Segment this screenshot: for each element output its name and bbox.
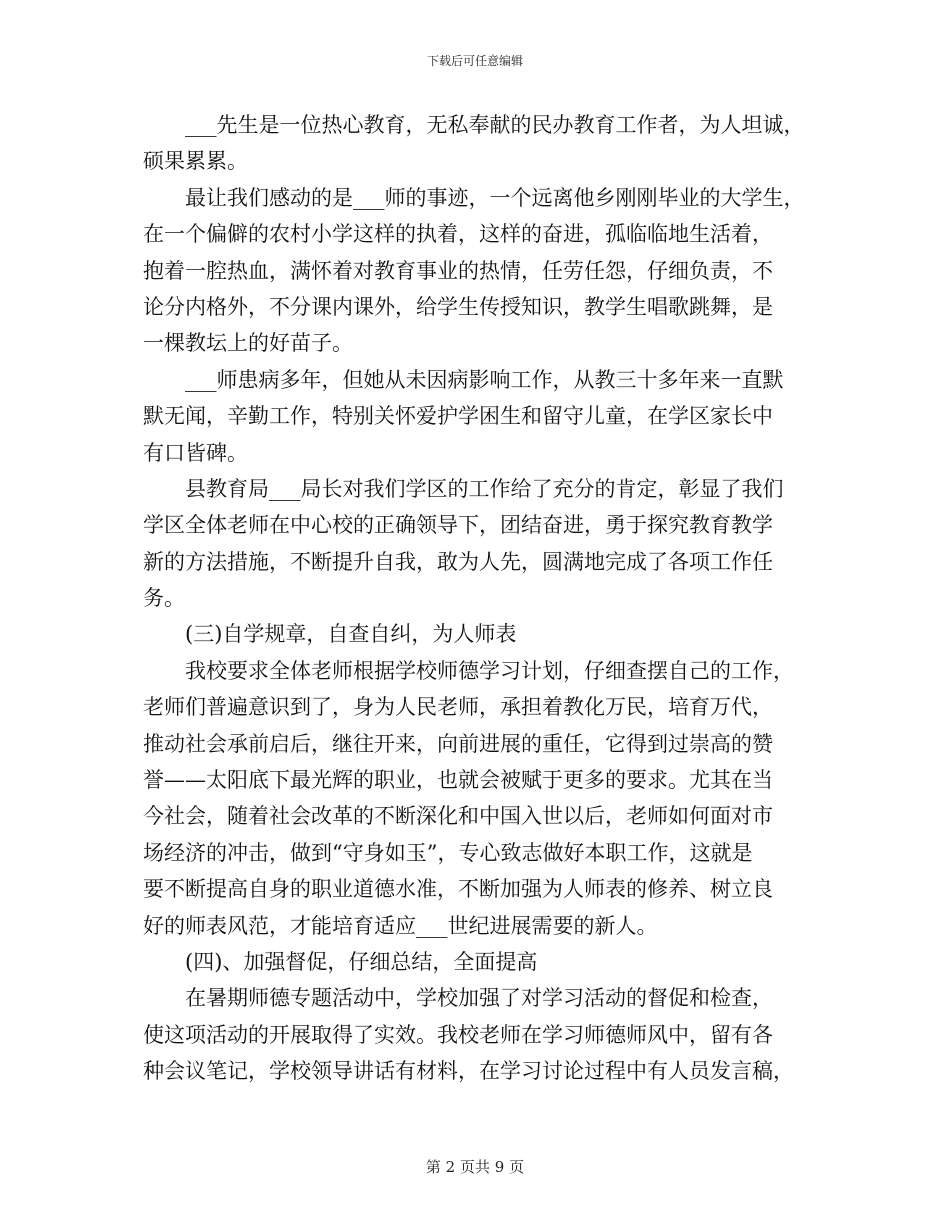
text-line: 在暑期师德专题活动中，学校加强了对学习活动的督促和检查， xyxy=(143,986,773,1011)
text-line: 种会议笔记，学校领导讲话有材料，在学习讨论过程中有人员发言稿， xyxy=(143,1059,794,1084)
text-line: 推动社会承前启后，继往开来，向前进展的重任，它得到过崇高的赞 xyxy=(143,731,773,756)
text-line: 抱着一腔热血，满怀着对教育事业的热情，任劳任怨，仔细负责，不 xyxy=(143,258,773,283)
text-line: 务。 xyxy=(143,586,185,611)
text-line: 硕果累累。 xyxy=(143,149,248,174)
page-number: 第 2 页共 9 页 xyxy=(425,1158,525,1176)
text-line: 要不断提高自身的职业道德水准，不断加强为人师表的修养、树立良 xyxy=(143,877,773,902)
text-line: 学区全体老师在中心校的正确领导下，团结奋进，勇于探究教育教学 xyxy=(143,513,773,538)
text-line: 县教育局___局长对我们学区的工作给了充分的肯定，彰显了我们 xyxy=(143,476,784,501)
text-line: 在一个偏僻的农村小学这样的执着，这样的奋进，孤临临地生活着， xyxy=(143,222,773,247)
text-line: 好的师表风范，才能培育适应___世纪进展需要的新人。 xyxy=(143,913,658,938)
text-line: 论分内格外，不分课内课外，给学生传授知识，教学生唱歌跳舞，是 xyxy=(143,294,773,319)
text-line: ___师患病多年，但她从未因病影响工作，从教三十多年来一直默 xyxy=(143,367,784,392)
text-line: ___先生是一位热心教育，无私奉献的民办教育工作者，为人坦诚， xyxy=(143,113,805,137)
text-line: 场经济的冲击，做到“守身如玉”，专心致志做好本职工作，这就是 xyxy=(143,840,753,865)
text-line: 誉——太阳底下最光辉的职业，也就会被赋于更多的要求。尤其在当 xyxy=(143,768,773,793)
text-line: 一棵教坛上的好苗子。 xyxy=(143,331,353,356)
text-line: 有口皆碑。 xyxy=(143,440,248,465)
text-line: 今社会，随着社会改革的不断深化和中国入世以后，老师如何面对市 xyxy=(143,804,773,829)
text-line: 我校要求全体老师根据学校师德学习计划，仔细查摆自己的工作， xyxy=(143,658,794,683)
section-heading: (三)自学规章，自查自纠，为人师表 xyxy=(143,622,517,647)
text-line: 使这项活动的开展取得了实效。我校老师在学习师德师风中，留有各 xyxy=(143,1022,773,1047)
page-header-note: 下载后可任意编辑 xyxy=(426,54,523,68)
text-line: 默无闻，辛勤工作，特别关怀爱护学困生和留守儿童，在学区家长中 xyxy=(143,404,773,429)
text-line: 老师们普遍意识到了，身为人民老师，承担着教化万民，培育万代， xyxy=(143,695,773,720)
text-line: 最让我们感动的是___师的事迹，一个远离他乡刚刚毕业的大学生， xyxy=(143,185,805,210)
document-body xyxy=(143,107,815,1090)
section-heading: (四)、加强督促，仔细总结，全面提高 xyxy=(143,949,538,974)
text-line: 新的方法措施，不断提升自我，敢为人先，圆满地完成了各项工作任 xyxy=(143,549,773,574)
